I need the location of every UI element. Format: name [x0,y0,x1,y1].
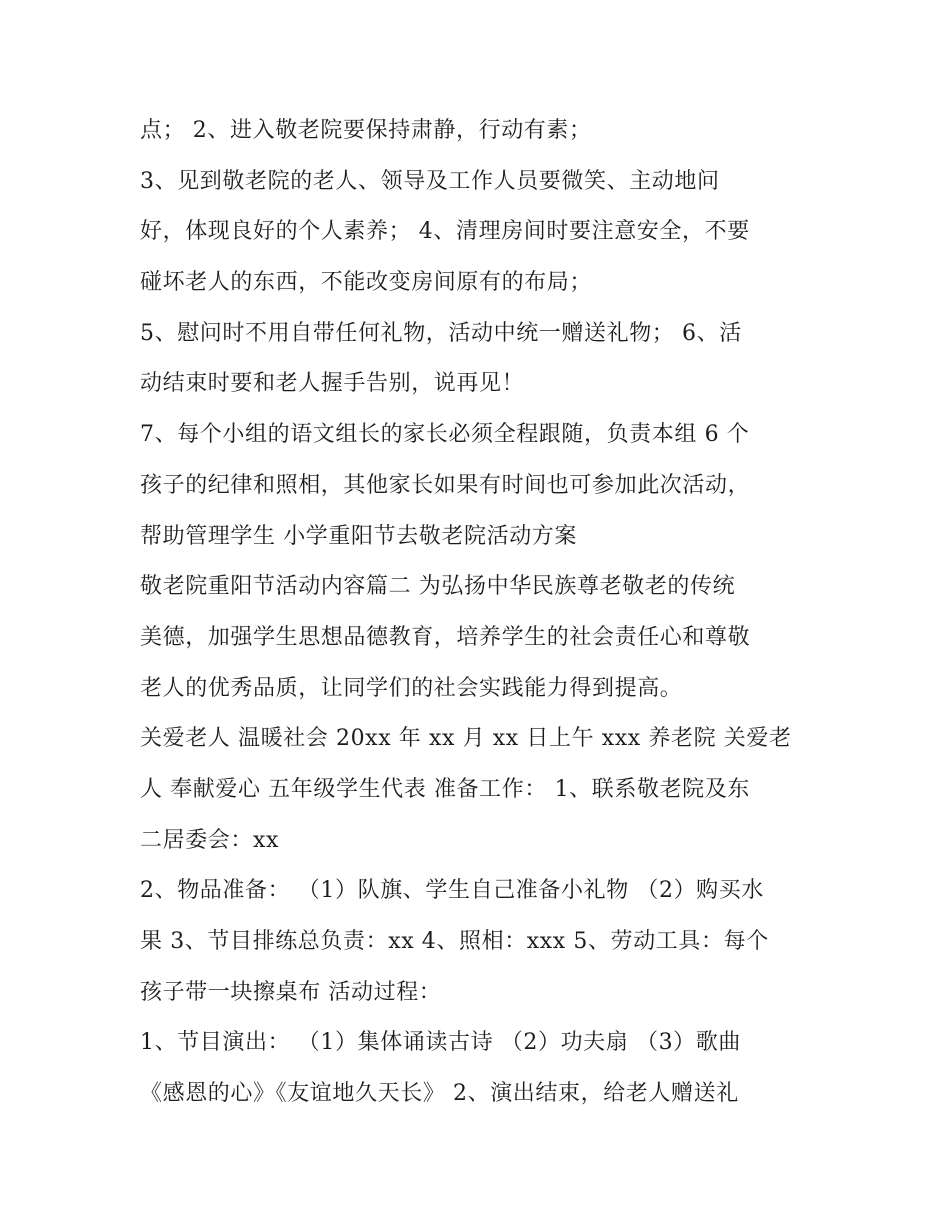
text-line: 点； 2、进入敬老院要保持肃静，行动有素； [140,118,592,143]
text-line: 人 奉献爱心 五年级学生代表 准备工作： 1、联系敬老院及东 [140,776,750,802]
text-line: 1、节目演出： （1）集体诵读古诗 （2）功夫扇 （3）歌曲 [140,1030,741,1056]
text-line: 孩子的纪律和照相，其他家长如果有时间也可参加此次活动， [140,472,751,498]
text-line: 动结束时要和老人握手告别，说再见！ [140,371,525,397]
text-line: 帮助管理学生 小学重阳节去敬老院活动方案 [140,523,577,549]
text-line: 好，体现良好的个人素养； 4、清理房间时要注意安全，不要 [140,219,750,245]
text-line: 2、物品准备： （1）队旗、学生自己准备小礼物 （2）购买水 [140,878,764,904]
text-line: 碰坏老人的东西，不能改变房间原有的布局； [140,270,593,296]
text-line: 《感恩的心》《友谊地久天长》 2、演出结束，给老人赠送礼 [140,1081,739,1107]
text-line: 7、每个小组的语文组长的家长必须全程跟随，负责本组 6 个 [140,422,750,448]
text-line: 美德，加强学生思想品德教育，培养学生的社会责任心和尊敬 [140,624,751,650]
text-line: 关爱老人 温暖社会 20xx 年 xx 月 xx 日上午 xxx 养老院 关爱老 [140,726,792,752]
text-line: 5、慰问时不用自带任何礼物，活动中统一赠送礼物； 6、活 [140,320,742,346]
text-line: 老人的优秀品质，让同学们的社会实践能力得到提高。 [140,675,683,701]
text-line: 3、见到敬老院的老人、领导及工作人员要微笑、主动地问 [140,168,720,194]
text-line: 果 3、节目排练总负责：xx 4、照相：xxx 5、劳动工具：每个 [140,929,769,954]
text-line: 敬老院重阳节活动内容篇二 为弘扬中华民族尊老敬老的传统 [140,574,736,600]
body-text [140,106,820,1120]
text-line: 孩子带一块擦桌布 活动过程： [140,979,442,1005]
text-line: 二居委会：xx [140,827,280,853]
